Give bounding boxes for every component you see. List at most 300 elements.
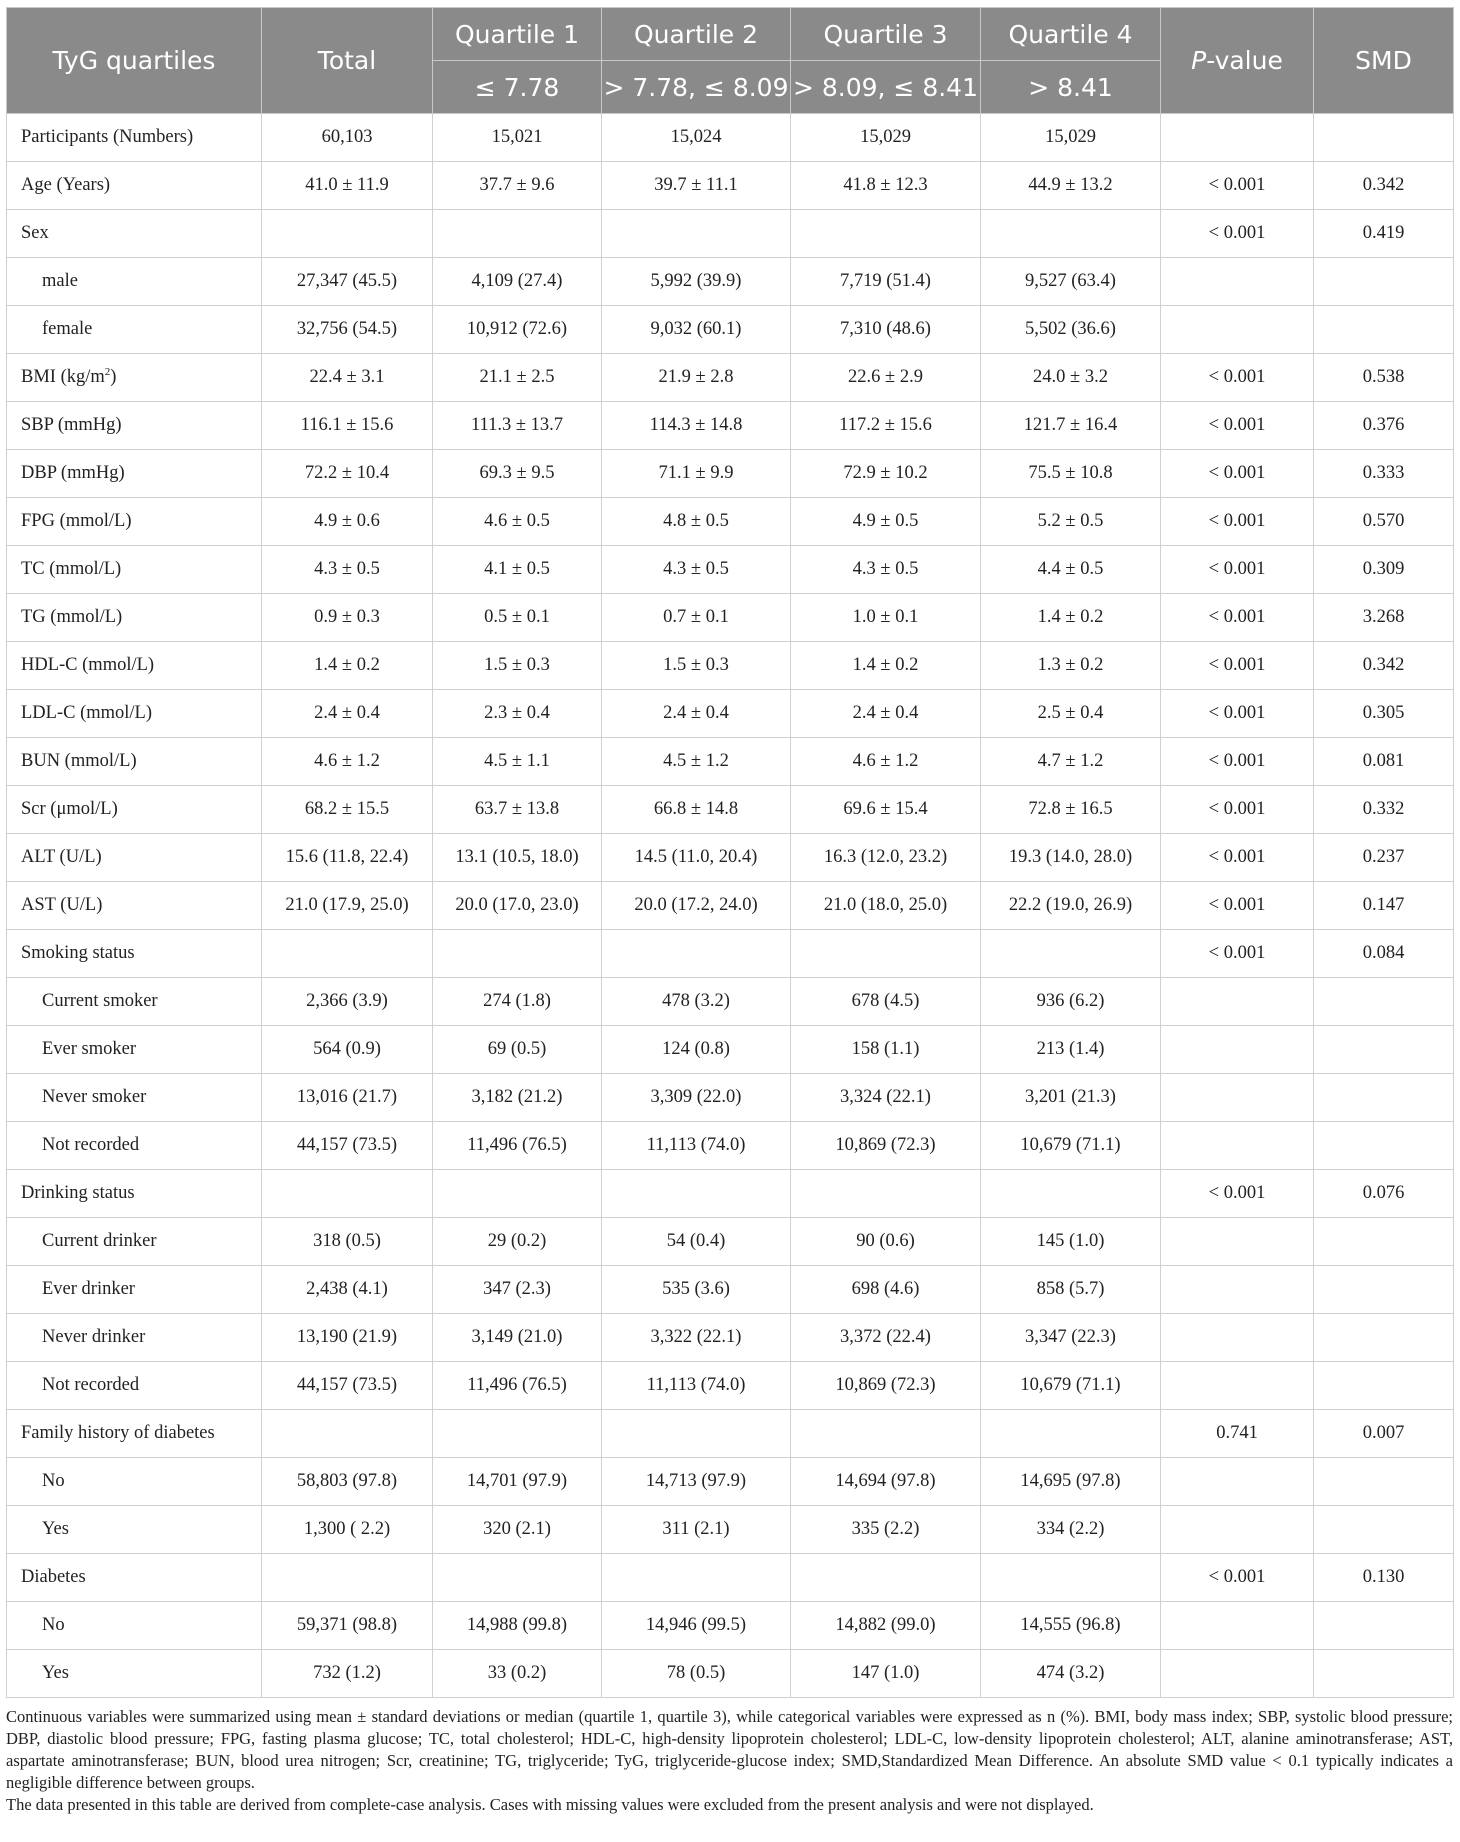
table-row <box>7 354 1454 402</box>
row-label <box>7 1218 262 1266</box>
row-label-superscript: 2 <box>104 365 111 378</box>
header-quartile-2: Quartile 2 <box>602 8 791 61</box>
row-label <box>7 1362 262 1410</box>
table-cell: 9,032 (60.1) <box>602 306 791 354</box>
row-label-text: AST (U/L) <box>21 895 103 915</box>
table-cell <box>1314 1218 1454 1266</box>
row-label <box>7 882 262 930</box>
table-cell: 1.4 ± 0.2 <box>262 642 433 690</box>
table-cell: 0.147 <box>1314 882 1454 930</box>
row-label <box>7 1650 262 1698</box>
table-cell: < 0.001 <box>1161 594 1314 642</box>
table-row <box>7 738 1454 786</box>
table-cell <box>981 1170 1161 1218</box>
table-cell <box>1314 306 1454 354</box>
table-cell: 114.3 ± 14.8 <box>602 402 791 450</box>
table-cell: 72.9 ± 10.2 <box>791 450 981 498</box>
table-cell: 0.419 <box>1314 210 1454 258</box>
table-cell: 1.5 ± 0.3 <box>602 642 791 690</box>
table-cell: 11,496 (76.5) <box>433 1122 602 1170</box>
row-label <box>7 546 262 594</box>
table-cell: 0.342 <box>1314 162 1454 210</box>
table-cell: 20.0 (17.0, 23.0) <box>433 882 602 930</box>
table-cell: < 0.001 <box>1161 402 1314 450</box>
table-cell: 10,912 (72.6) <box>433 306 602 354</box>
table-cell: 14,701 (97.9) <box>433 1458 602 1506</box>
row-label-text: ALT (U/L) <box>21 847 102 867</box>
table-cell: 0.084 <box>1314 930 1454 978</box>
table-cell: 58,803 (97.8) <box>262 1458 433 1506</box>
table-cell <box>433 1554 602 1602</box>
table-cell: 7,310 (48.6) <box>791 306 981 354</box>
header-quartile-1-range: ≤ 7.78 <box>433 61 602 114</box>
table-cell: 4.9 ± 0.6 <box>262 498 433 546</box>
table-cell: 0.237 <box>1314 834 1454 882</box>
table-cell: 13.1 (10.5, 18.0) <box>433 834 602 882</box>
row-label <box>7 930 262 978</box>
table-cell <box>1314 1506 1454 1554</box>
table-cell <box>1314 1266 1454 1314</box>
table-cell: < 0.001 <box>1161 450 1314 498</box>
header-quartile-4-range: > 8.41 <box>981 61 1161 114</box>
row-label <box>7 1410 262 1458</box>
table-cell: 4,109 (27.4) <box>433 258 602 306</box>
table-cell: 22.6 ± 2.9 <box>791 354 981 402</box>
table-cell: 318 (0.5) <box>262 1218 433 1266</box>
table-cell: 13,016 (21.7) <box>262 1074 433 1122</box>
table-cell: 3.268 <box>1314 594 1454 642</box>
table-cell <box>433 210 602 258</box>
table-cell: 22.4 ± 3.1 <box>262 354 433 402</box>
row-label <box>7 834 262 882</box>
row-label-text: Yes <box>42 1663 69 1683</box>
header-quartile-1: Quartile 1 <box>433 8 602 61</box>
table-cell: 10,679 (71.1) <box>981 1122 1161 1170</box>
row-label <box>7 354 262 402</box>
table-row <box>7 1602 1454 1650</box>
table-row <box>7 258 1454 306</box>
table-cell: 1.0 ± 0.1 <box>791 594 981 642</box>
row-label <box>7 1122 262 1170</box>
table-cell: 4.3 ± 0.5 <box>791 546 981 594</box>
table-cell: < 0.001 <box>1161 738 1314 786</box>
table-cell: 27,347 (45.5) <box>262 258 433 306</box>
table-cell: 0.332 <box>1314 786 1454 834</box>
table-cell: 9,527 (63.4) <box>981 258 1161 306</box>
row-label <box>7 1506 262 1554</box>
row-label-text: Drinking status <box>21 1183 135 1203</box>
table-cell: 14,695 (97.8) <box>981 1458 1161 1506</box>
table-cell <box>1161 1506 1314 1554</box>
table-cell: 311 (2.1) <box>602 1506 791 1554</box>
table-cell <box>1161 1026 1314 1074</box>
table-row <box>7 162 1454 210</box>
table-body <box>7 114 1454 1698</box>
row-label-text: BMI (kg/m <box>21 367 105 387</box>
table-cell <box>1314 1650 1454 1698</box>
row-label <box>7 498 262 546</box>
row-label-text: TG (mmol/L) <box>21 607 123 627</box>
table-row <box>7 1074 1454 1122</box>
table-cell: 3,324 (22.1) <box>791 1074 981 1122</box>
row-label-text: Current smoker <box>42 991 158 1011</box>
table-cell: 4.4 ± 0.5 <box>981 546 1161 594</box>
table-row <box>7 1506 1454 1554</box>
table-cell: 732 (1.2) <box>262 1650 433 1698</box>
table-cell: 24.0 ± 3.2 <box>981 354 1161 402</box>
table-cell: 21.1 ± 2.5 <box>433 354 602 402</box>
footnote-abbreviations: Continuous variables were summarized using mean ± standard deviations or median (quartile 1, quartile 3), while categorical variables were expressed as n (%). BMI, body mass index; SBP, systolic blood pressure; DBP, diastolic blood pressure; FPG, fasting plasma glucose; TC, total cholesterol; HDL-C, high-density lipoprotein cholesterol; LDL-C, low-density lipoprotein cholesterol; ALT, alanine aminotransferase; AST, aspartate aminotransferase; BUN, blood urea nitrogen; Scr, creatinine; TG, triglyceride; TyG, triglyceride-glucose index; SMD,Standardized Mean Difference. An absolute SMD value < 0.1 typically indicates a negligible difference between groups. <box>6 1707 1453 1792</box>
table-cell: < 0.001 <box>1161 354 1314 402</box>
table-cell <box>262 930 433 978</box>
table-cell <box>602 930 791 978</box>
table-cell: 11,113 (74.0) <box>602 1122 791 1170</box>
table-cell: 4.8 ± 0.5 <box>602 498 791 546</box>
row-label-text: male <box>42 271 78 291</box>
row-label-text: Scr (μmol/L) <box>21 799 118 819</box>
table-cell <box>1314 1122 1454 1170</box>
table-cell: 535 (3.6) <box>602 1266 791 1314</box>
table-cell: 75.5 ± 10.8 <box>981 450 1161 498</box>
table-cell <box>602 210 791 258</box>
table-cell: 15.6 (11.8, 22.4) <box>262 834 433 882</box>
row-label <box>7 1170 262 1218</box>
table-cell: 4.5 ± 1.2 <box>602 738 791 786</box>
header-p-value <box>1161 8 1314 114</box>
table-cell <box>981 1410 1161 1458</box>
table-cell: 564 (0.9) <box>262 1026 433 1074</box>
table-row <box>7 834 1454 882</box>
table-cell: 4.6 ± 0.5 <box>433 498 602 546</box>
row-label-text: Diabetes <box>21 1567 86 1587</box>
row-label-text: HDL-C (mmol/L) <box>21 655 155 675</box>
table-cell: 15,029 <box>791 114 981 162</box>
table-cell <box>1314 1362 1454 1410</box>
table-cell: 14.5 (11.0, 20.4) <box>602 834 791 882</box>
table-cell: 0.741 <box>1161 1410 1314 1458</box>
row-label-text: Family history of diabetes <box>21 1423 215 1443</box>
footnote-data-source: The data presented in this table are derived from complete-case analysis. Cases with missing values were excluded from the present analysis and were not displayed. <box>6 1795 1094 1814</box>
table-cell: 5.2 ± 0.5 <box>981 498 1161 546</box>
table-cell: 4.5 ± 1.1 <box>433 738 602 786</box>
table-cell: 13,190 (21.9) <box>262 1314 433 1362</box>
table-cell: 111.3 ± 13.7 <box>433 402 602 450</box>
table-cell: < 0.001 <box>1161 1170 1314 1218</box>
table-cell: 678 (4.5) <box>791 978 981 1026</box>
row-label <box>7 1074 262 1122</box>
table-cell: 4.1 ± 0.5 <box>433 546 602 594</box>
table-cell: 474 (3.2) <box>981 1650 1161 1698</box>
table-cell: < 0.001 <box>1161 786 1314 834</box>
table-row <box>7 402 1454 450</box>
table-row <box>7 1026 1454 1074</box>
table-cell: 15,029 <box>981 114 1161 162</box>
table-cell: 335 (2.2) <box>791 1506 981 1554</box>
table-row <box>7 1650 1454 1698</box>
row-label <box>7 1602 262 1650</box>
row-label <box>7 594 262 642</box>
row-label <box>7 114 262 162</box>
row-label-text: BUN (mmol/L) <box>21 751 137 771</box>
table-cell: < 0.001 <box>1161 1554 1314 1602</box>
table-cell: 11,496 (76.5) <box>433 1362 602 1410</box>
row-label-text: Participants (Numbers) <box>21 127 194 147</box>
table-cell: 14,946 (99.5) <box>602 1602 791 1650</box>
row-label-text: Sex <box>21 223 49 243</box>
table-row <box>7 786 1454 834</box>
table-cell: 14,882 (99.0) <box>791 1602 981 1650</box>
table-cell: < 0.001 <box>1161 642 1314 690</box>
table-cell: 5,992 (39.9) <box>602 258 791 306</box>
header-quartile-2-range: > 7.78, ≤ 8.09 <box>602 61 791 114</box>
table-cell: 2.4 ± 0.4 <box>602 690 791 738</box>
row-label-text: SBP (mmHg) <box>21 415 122 435</box>
table-cell <box>602 1554 791 1602</box>
table-cell: 19.3 (14.0, 28.0) <box>981 834 1161 882</box>
table-cell <box>1314 1074 1454 1122</box>
baseline-characteristics-table <box>6 7 1454 1698</box>
table-cell: < 0.001 <box>1161 690 1314 738</box>
row-label-text: Ever smoker <box>42 1039 137 1059</box>
table-cell: 69.3 ± 9.5 <box>433 450 602 498</box>
table-cell: 145 (1.0) <box>981 1218 1161 1266</box>
table-row <box>7 930 1454 978</box>
table-cell <box>1314 1314 1454 1362</box>
table-cell: 69 (0.5) <box>433 1026 602 1074</box>
table-cell: 0.130 <box>1314 1554 1454 1602</box>
row-label <box>7 402 262 450</box>
row-label <box>7 1266 262 1314</box>
table-cell <box>981 1554 1161 1602</box>
table-cell: 16.3 (12.0, 23.2) <box>791 834 981 882</box>
header-smd: SMD <box>1314 8 1454 114</box>
table-cell <box>1314 1026 1454 1074</box>
table-cell: 68.2 ± 15.5 <box>262 786 433 834</box>
table-cell <box>262 1410 433 1458</box>
table-cell <box>981 210 1161 258</box>
table-cell <box>981 930 1161 978</box>
row-label <box>7 690 262 738</box>
row-label-text: female <box>42 319 93 339</box>
table-cell: 116.1 ± 15.6 <box>262 402 433 450</box>
table-cell: 158 (1.1) <box>791 1026 981 1074</box>
table-cell: 858 (5.7) <box>981 1266 1161 1314</box>
table-cell <box>1161 1074 1314 1122</box>
table-cell <box>262 1170 433 1218</box>
table-cell: 3,347 (22.3) <box>981 1314 1161 1362</box>
table-cell: 213 (1.4) <box>981 1026 1161 1074</box>
table-cell <box>791 1554 981 1602</box>
table-cell <box>1314 258 1454 306</box>
table-cell: 14,713 (97.9) <box>602 1458 791 1506</box>
table-cell: 347 (2.3) <box>433 1266 602 1314</box>
table-cell: 4.9 ± 0.5 <box>791 498 981 546</box>
row-label <box>7 450 262 498</box>
table-cell: 72.8 ± 16.5 <box>981 786 1161 834</box>
table-cell: 334 (2.2) <box>981 1506 1161 1554</box>
table-cell: 10,869 (72.3) <box>791 1122 981 1170</box>
row-label-text: Smoking status <box>21 943 135 963</box>
table-container <box>6 7 1453 1816</box>
table-cell: 21.0 (17.9, 25.0) <box>262 882 433 930</box>
table-cell: 3,149 (21.0) <box>433 1314 602 1362</box>
table-cell: 3,201 (21.3) <box>981 1074 1161 1122</box>
table-cell: 2.4 ± 0.4 <box>791 690 981 738</box>
table-cell <box>1314 978 1454 1026</box>
table-cell: 7,719 (51.4) <box>791 258 981 306</box>
table-row <box>7 1458 1454 1506</box>
table-row <box>7 306 1454 354</box>
header-quartile-4: Quartile 4 <box>981 8 1161 61</box>
table-cell: 1.4 ± 0.2 <box>981 594 1161 642</box>
row-label <box>7 642 262 690</box>
table-cell: < 0.001 <box>1161 210 1314 258</box>
table-cell: 59,371 (98.8) <box>262 1602 433 1650</box>
table-cell: 2.4 ± 0.4 <box>262 690 433 738</box>
table-cell <box>791 1410 981 1458</box>
row-label-text: DBP (mmHg) <box>21 463 125 483</box>
row-label-text: Ever drinker <box>42 1279 135 1299</box>
table-cell: 2.3 ± 0.4 <box>433 690 602 738</box>
table-cell: 2,438 (4.1) <box>262 1266 433 1314</box>
table-cell: 0.376 <box>1314 402 1454 450</box>
table-cell: 14,988 (99.8) <box>433 1602 602 1650</box>
row-label <box>7 210 262 258</box>
table-cell <box>1314 1602 1454 1650</box>
row-label-text: LDL-C (mmol/L) <box>21 703 153 723</box>
table-cell: 478 (3.2) <box>602 978 791 1026</box>
table-cell: < 0.001 <box>1161 834 1314 882</box>
table-cell: 5,502 (36.6) <box>981 306 1161 354</box>
table-row <box>7 498 1454 546</box>
table-cell: 121.7 ± 16.4 <box>981 402 1161 450</box>
table-cell: 71.1 ± 9.9 <box>602 450 791 498</box>
table-row <box>7 882 1454 930</box>
table-cell <box>791 930 981 978</box>
table-cell: 21.0 (18.0, 25.0) <box>791 882 981 930</box>
row-label <box>7 1026 262 1074</box>
table-cell: 3,322 (22.1) <box>602 1314 791 1362</box>
table-cell: 32,756 (54.5) <box>262 306 433 354</box>
table-cell <box>1161 114 1314 162</box>
table-cell: 20.0 (17.2, 24.0) <box>602 882 791 930</box>
table-cell: 0.9 ± 0.3 <box>262 594 433 642</box>
table-cell <box>1161 1458 1314 1506</box>
table-cell: 1,300 ( 2.2) <box>262 1506 433 1554</box>
table-cell: < 0.001 <box>1161 882 1314 930</box>
table-cell: 15,021 <box>433 114 602 162</box>
table-cell: 0.5 ± 0.1 <box>433 594 602 642</box>
table-cell <box>433 1410 602 1458</box>
row-label <box>7 786 262 834</box>
table-cell: 936 (6.2) <box>981 978 1161 1026</box>
table-cell: 1.5 ± 0.3 <box>433 642 602 690</box>
table-cell: 3,372 (22.4) <box>791 1314 981 1362</box>
table-row <box>7 546 1454 594</box>
table-cell: 320 (2.1) <box>433 1506 602 1554</box>
table-row <box>7 1218 1454 1266</box>
table-cell: 698 (4.6) <box>791 1266 981 1314</box>
table-cell: 29 (0.2) <box>433 1218 602 1266</box>
table-cell <box>262 1554 433 1602</box>
table-cell: 0.007 <box>1314 1410 1454 1458</box>
table-cell: < 0.001 <box>1161 498 1314 546</box>
table-row <box>7 1122 1454 1170</box>
table-cell: 15,024 <box>602 114 791 162</box>
table-cell: 39.7 ± 11.1 <box>602 162 791 210</box>
table-row <box>7 1554 1454 1602</box>
table-row <box>7 210 1454 258</box>
row-label <box>7 978 262 1026</box>
table-cell: < 0.001 <box>1161 930 1314 978</box>
table-cell <box>602 1410 791 1458</box>
row-label-suffix: ) <box>110 367 117 387</box>
table-cell: 4.6 ± 1.2 <box>262 738 433 786</box>
table-cell: 41.8 ± 12.3 <box>791 162 981 210</box>
table-cell: 3,309 (22.0) <box>602 1074 791 1122</box>
table-cell: 44.9 ± 13.2 <box>981 162 1161 210</box>
table-cell: < 0.001 <box>1161 546 1314 594</box>
table-cell: 2.5 ± 0.4 <box>981 690 1161 738</box>
header-p-rest: -value <box>1206 46 1283 75</box>
table-cell: < 0.001 <box>1161 162 1314 210</box>
table-row <box>7 594 1454 642</box>
table-footnote <box>6 1706 1453 1816</box>
table-cell: 54 (0.4) <box>602 1218 791 1266</box>
row-label-text: No <box>42 1471 65 1491</box>
table-cell: 22.2 (19.0, 26.9) <box>981 882 1161 930</box>
table-cell <box>1161 306 1314 354</box>
table-cell <box>1161 1650 1314 1698</box>
table-cell: 0.570 <box>1314 498 1454 546</box>
table-cell: 78 (0.5) <box>602 1650 791 1698</box>
table-cell: 0.342 <box>1314 642 1454 690</box>
table-cell: 37.7 ± 9.6 <box>433 162 602 210</box>
table-cell: 117.2 ± 15.6 <box>791 402 981 450</box>
header-quartile-3-range: > 8.09, ≤ 8.41 <box>791 61 981 114</box>
table-cell: 63.7 ± 13.8 <box>433 786 602 834</box>
table-cell: 4.3 ± 0.5 <box>262 546 433 594</box>
table-cell: 0.081 <box>1314 738 1454 786</box>
table-cell <box>1161 978 1314 1026</box>
header-p-italic: P <box>1191 46 1207 75</box>
row-label-text: Age (Years) <box>21 175 111 195</box>
table-row <box>7 1314 1454 1362</box>
table-cell: 10,679 (71.1) <box>981 1362 1161 1410</box>
table-row <box>7 642 1454 690</box>
table-cell <box>433 930 602 978</box>
table-cell: 2,366 (3.9) <box>262 978 433 1026</box>
table-cell: 4.7 ± 1.2 <box>981 738 1161 786</box>
table-cell: 10,869 (72.3) <box>791 1362 981 1410</box>
table-cell <box>1161 1218 1314 1266</box>
table-cell: 44,157 (73.5) <box>262 1122 433 1170</box>
header-tyg-quartiles: TyG quartiles <box>7 8 262 114</box>
table-cell <box>791 1170 981 1218</box>
table-cell: 72.2 ± 10.4 <box>262 450 433 498</box>
table-cell: 4.3 ± 0.5 <box>602 546 791 594</box>
table-cell: 14,555 (96.8) <box>981 1602 1161 1650</box>
table-row <box>7 978 1454 1026</box>
row-label <box>7 1314 262 1362</box>
table-cell: 274 (1.8) <box>433 978 602 1026</box>
row-label-text: Not recorded <box>42 1375 140 1395</box>
row-label <box>7 738 262 786</box>
table-cell <box>1314 114 1454 162</box>
table-cell: 44,157 (73.5) <box>262 1362 433 1410</box>
table-cell: 0.7 ± 0.1 <box>602 594 791 642</box>
row-label-text: Current drinker <box>42 1231 157 1251</box>
